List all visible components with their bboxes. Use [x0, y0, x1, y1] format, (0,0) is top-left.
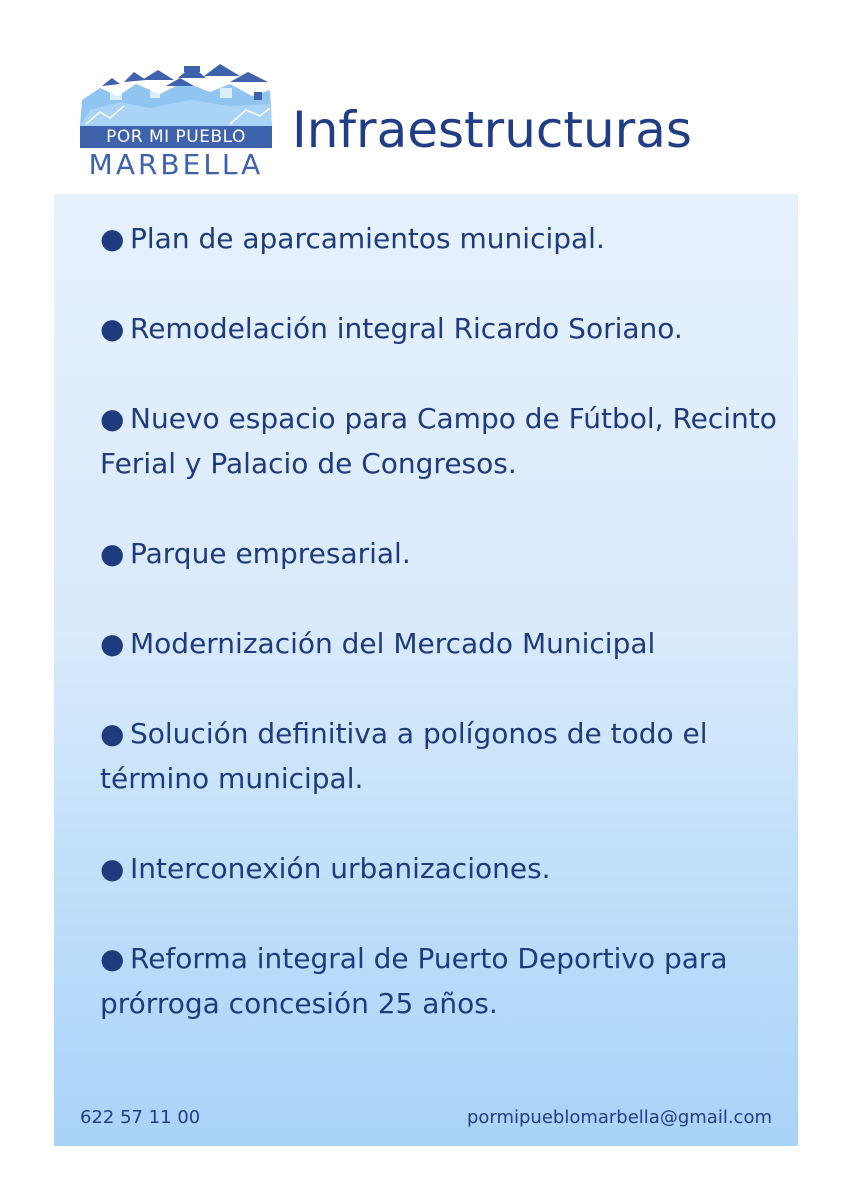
bullet-icon: ● [100, 717, 125, 750]
content-panel [54, 194, 798, 1146]
list-item [100, 531, 790, 576]
bullet-icon: ● [100, 942, 125, 975]
list-item [100, 711, 790, 801]
list-item [100, 621, 790, 666]
email-address: pormipueblomarbella@gmail.com [466, 1107, 772, 1128]
list-item-text: Interconexión urbanizaciones. [130, 852, 551, 885]
logo-city-text: MARBELLA [88, 148, 264, 181]
bullet-icon: ● [100, 312, 125, 345]
logo-band-text: POR MI PUEBLO [80, 126, 272, 148]
list-item-text: Parque empresarial. [130, 537, 411, 570]
bullet-icon: ● [100, 852, 125, 885]
list-item [100, 396, 790, 486]
bullet-icon: ● [100, 537, 125, 570]
bullet-icon: ● [100, 402, 125, 435]
list-item-text: Plan de aparcamientos municipal. [130, 222, 605, 255]
list-item [100, 306, 790, 351]
list-item-text: Solución definitiva a polígonos de todo el término municipal. [100, 717, 708, 795]
phone-number: 622 57 11 00 [80, 1107, 201, 1128]
page-title: Infraestructuras [292, 101, 692, 159]
logo [80, 60, 272, 185]
list-item-text: Remodelación integral Ricardo Soriano. [130, 312, 683, 345]
infrastructure-list [100, 216, 790, 1026]
bullet-icon: ● [100, 627, 125, 660]
list-item-text: Reforma integral de Puerto Deportivo para prórroga concesión 25 años. [100, 942, 728, 1020]
bullet-icon: ● [100, 222, 125, 255]
list-item [100, 936, 790, 1026]
list-item [100, 216, 790, 261]
list-item-text: Nuevo espacio para Campo de Fútbol, Recinto Ferial y Palacio de Congresos. [100, 402, 777, 480]
page-header [0, 0, 851, 195]
list-item [100, 846, 790, 891]
list-item-text: Modernización del Mercado Municipal [130, 627, 656, 660]
rooftops-skyline-icon [80, 60, 272, 126]
